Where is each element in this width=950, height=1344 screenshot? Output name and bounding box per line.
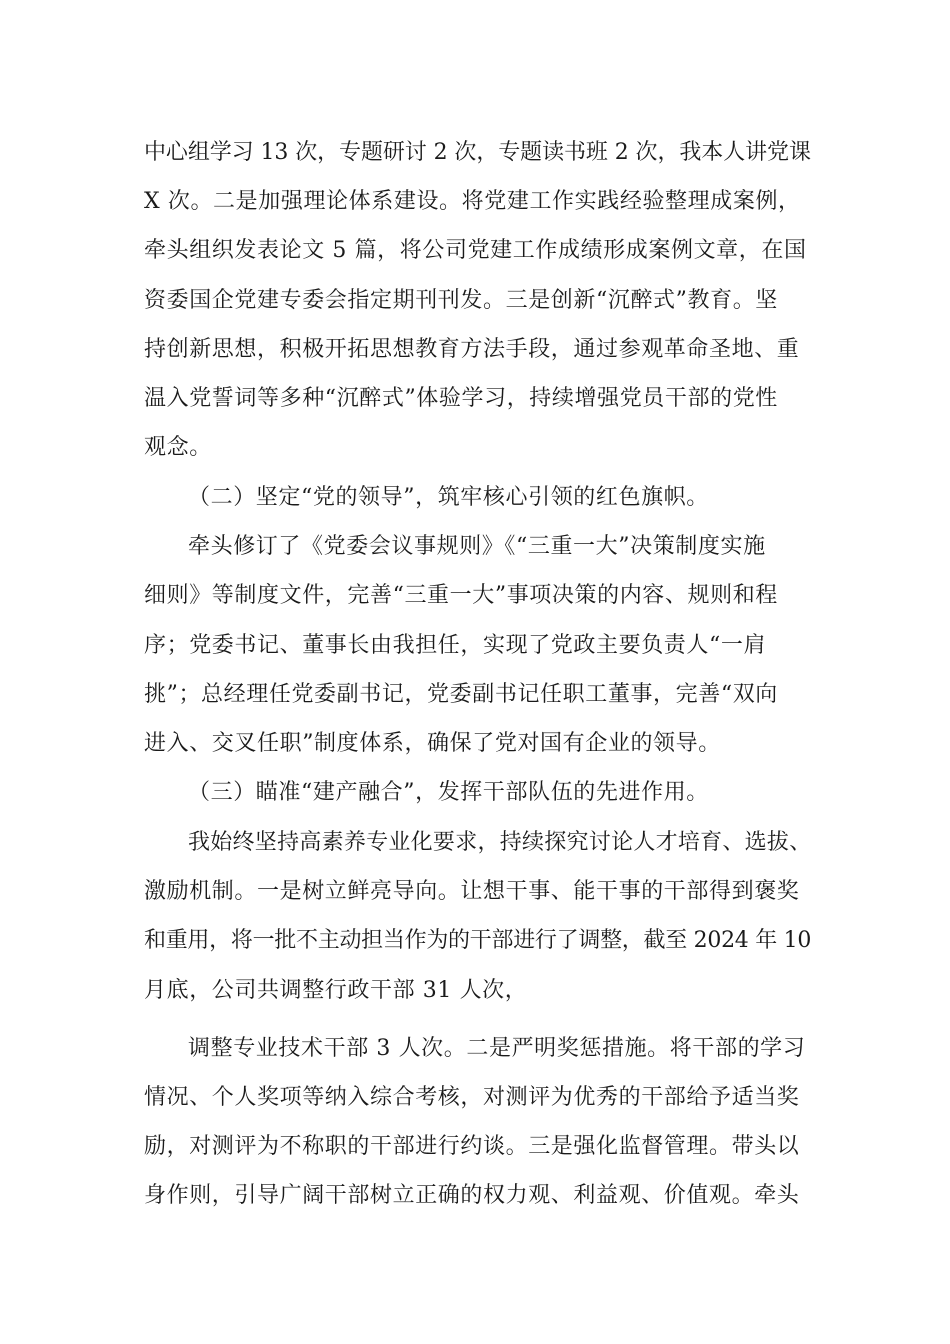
body-text-line: 月底，公司共调整行政干部 31 人次， [144,978,528,1003]
body-text-line: 资委国企党建专委会指定期刊刊发。三是创新“沉醉式”教育。坚 [144,288,778,313]
body-text-line: 身作则，引导广阔干部树立正确的权力观、利益观、价值观。牵头 [144,1183,800,1208]
body-text-line: 和重用，将一批不主动担当作为的干部进行了调整，截至 2024 年 10 [144,928,812,953]
body-text-line: 细则》等制度文件，完善“三重一大”事项决策的内容、规则和程 [144,583,778,608]
body-text-line: 情况、个人奖项等纳入综合考核，对测评为优秀的干部给予适当奖 [144,1085,800,1110]
section-heading: （二）坚定“党的领导”，筑牢核心引领的红色旗帜。 [188,485,709,510]
body-text-line: 我始终坚持高素养专业化要求，持续探究讨论人才培育、选拔、 [188,830,812,855]
body-text-line: 温入党誓词等多种“沉醉式”体验学习，持续增强党员干部的党性 [144,386,778,411]
body-text-line: 激励机制。一是树立鲜亮导向。让想干事、能干事的干部得到褒奖 [144,879,800,904]
body-text-line: 观念。 [144,435,212,460]
body-text-line: 持创新思想，积极开拓思想教育方法手段，通过参观革命圣地、重 [144,337,800,362]
section-heading: （三）瞄准“建产融合”，发挥干部队伍的先进作用。 [188,780,709,805]
body-text-line: 调整专业技术干部 3 人次。二是严明奖惩措施。将干部的学习 [188,1036,806,1061]
body-text-line: 牵头修订了《党委会议事规则》《“三重一大”决策制度实施 [188,534,766,559]
body-text-line: 序；党委书记、董事长由我担任，实现了党政主要负责人“一肩 [144,633,767,658]
body-text-line: 挑”；总经理任党委副书记，党委副书记任职工董事，完善“双向 [144,682,778,707]
body-text-line: 牵头组织发表论文 5 篇，将公司党建工作成绩形成案例文章，在国 [144,238,807,263]
body-text-line: X 次。二是加强理论体系建设。将党建工作实践经验整理成案例， [144,189,801,214]
body-text-line: 进入、交叉任职”制度体系，确保了党对国有企业的领导。 [144,731,721,756]
body-text-line: 励，对测评为不称职的干部进行约谈。三是强化监督管理。带头以 [144,1134,800,1159]
body-text-line: 中心组学习 13 次，专题研讨 2 次，专题读书班 2 次，我本人讲党课 [144,140,811,165]
